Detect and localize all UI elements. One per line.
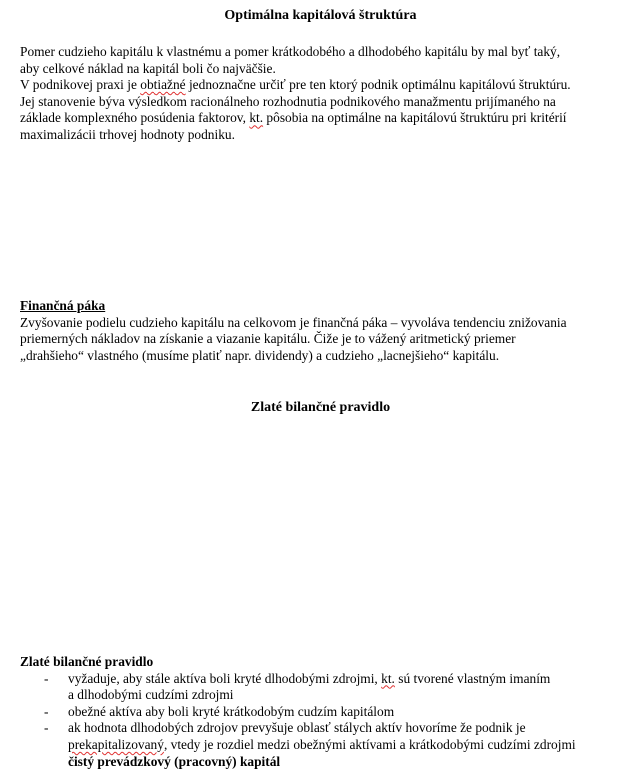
- list-item: [20, 704, 630, 721]
- spellcheck-word: prekapitalizovaný: [68, 736, 164, 752]
- golden-rule-section: [20, 654, 630, 770]
- text-run: , vtedy je rozdiel medzi obežnými aktívami a krátkodobými cudzími zdrojmi: [163, 736, 576, 752]
- leverage-line: „drahšieho“ vlastného (musíme platiť napr. dividendy) a cudzieho „lacnejšieho“ kapitálu.: [20, 347, 500, 363]
- text-run: V podnikovej praxi je: [20, 77, 141, 93]
- leverage-line: priemerných nákladov na získanie a viazanie kapitálu. Čiže je to vážený aritmetický priemer: [20, 331, 516, 347]
- bullet-dash: -: [44, 703, 49, 719]
- leverage-line: Zvyšovanie podielu cudzieho kapitálu na celkovom je finančná páka – vyvoláva tendenciu znižovania: [20, 314, 567, 330]
- list-item-continuation: [20, 687, 630, 704]
- intro-line: Jej stanovenie býva výsledkom racionálneho rozhodnutia podnikového manažmentu prijímaného na: [20, 93, 556, 109]
- spellcheck-word: kt.: [381, 670, 395, 686]
- text-run: pôsobia na optimálne na kapitálovú štruktúru pri kritérií: [263, 110, 567, 126]
- intro-line: aby celkové náklad na kapitál boli čo najväčšie.: [20, 60, 276, 76]
- spellcheck-word: kt.: [249, 110, 264, 126]
- list-item-text: obežné aktíva aby boli kryté krátkodobým cudzím kapitálom: [68, 703, 395, 719]
- intro-line: Pomer cudzieho kapitálu k vlastnému a pomer krátkodobého a dlhodobého kapitálu by mal byť taký,: [20, 44, 561, 59]
- section-heading: Zlaté bilančné pravidlo: [20, 654, 154, 669]
- leverage-section: [20, 298, 630, 364]
- intro-line: maximalizácii trhovej hodnoty podniku.: [20, 126, 235, 142]
- spellcheck-word: obtiažné: [140, 77, 186, 93]
- list-item-text: čistý prevádzkový (pracovný) kapitál: [68, 753, 281, 769]
- intro-line: [20, 77, 630, 94]
- list-item-text: [68, 737, 576, 754]
- text-run: vyžaduje, aby stále aktíva boli kryté dlhodobými zdrojmi,: [68, 670, 382, 686]
- text-run: základe komplexného posúdenia faktorov,: [20, 110, 250, 126]
- bullet-dash: -: [44, 720, 49, 736]
- list-item-text: ak hodnota dlhodobých zdrojov prevyšuje oblasť stálych aktív hovoríme že podnik je: [68, 720, 526, 736]
- list-item: [20, 720, 630, 737]
- text-run: sú tvorené vlastným imaním: [394, 670, 551, 686]
- text-run: jednoznačne určiť pre ten ktorý podnik optimálnu kapitálovú štruktúru.: [185, 77, 571, 93]
- section-heading: Finančná páka: [20, 298, 106, 313]
- intro-line: [20, 110, 630, 127]
- bullet-dash: -: [44, 670, 49, 686]
- list-item: [20, 671, 630, 688]
- list-item-continuation: [20, 737, 630, 754]
- list-item-continuation: [20, 754, 630, 771]
- list-item-text: a dlhodobými cudzími zdrojmi: [68, 687, 234, 703]
- section-title: Zlaté bilančné pravidlo: [250, 400, 391, 415]
- list-item-text: [68, 671, 550, 688]
- intro-paragraph: [20, 44, 630, 144]
- page-title: Optimálna kapitálová štruktúra: [224, 8, 417, 23]
